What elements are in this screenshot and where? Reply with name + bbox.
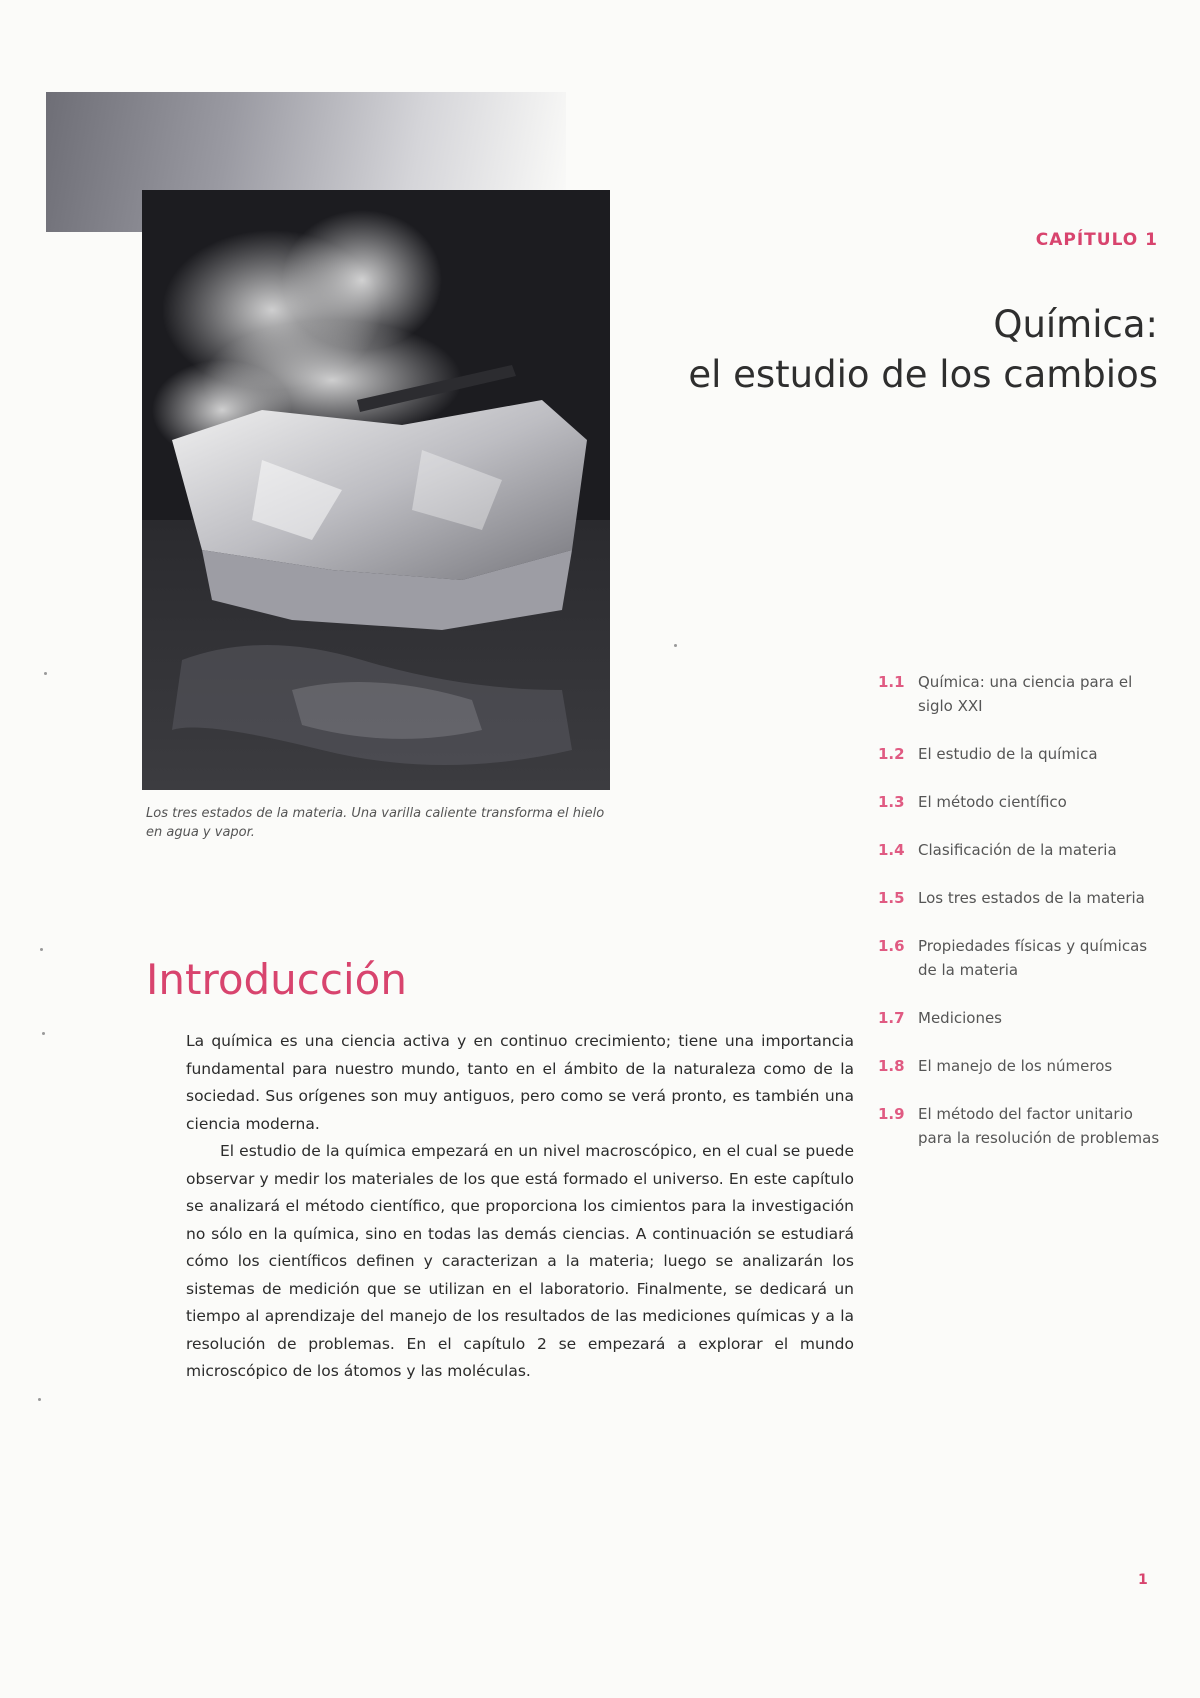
toc-item-number: 1.7: [878, 1009, 905, 1027]
intro-body: [186, 1028, 854, 1386]
toc-item[interactable]: [878, 1006, 1168, 1030]
scan-mark: [38, 1398, 41, 1401]
toc-item-title: Los tres estados de la materia: [918, 889, 1145, 907]
toc-item[interactable]: [878, 1102, 1168, 1150]
chapter-photo: [142, 190, 610, 790]
scan-mark: [42, 1032, 45, 1035]
intro-paragraph: El estudio de la química empezará en un nivel macroscópico, en el cual se puede observar y medir los materiales de los que está formado el universo. En este capítulo se analizará el método científico, que proporciona los cimientos para la investigación no sólo en la química, sino en todas las demás ciencias. A continuación se estudiará cómo los científicos definen y caracterizan a la materia; luego se analizarán los sistemas de medición que se utilizan en el laboratorio. Finalmente, se dedicará un tiempo al aprendizaje del manejo de los resultados de las mediciones químicas y a la resolución de problemas. En el capítulo 2 se empezará a explorar el mundo microscópico de los átomos y las moléculas.: [186, 1142, 854, 1380]
toc-item[interactable]: [878, 790, 1168, 814]
intro-paragraph: La química es una ciencia activa y en continuo crecimiento; tiene una importancia fundamental para nuestro mundo, tanto en el ámbito de la naturaleza como de la sociedad. Sus orígenes son muy antiguos, pero como se verá pronto, es también una ciencia moderna.: [186, 1032, 854, 1133]
toc-item-title: El manejo de los números: [918, 1057, 1113, 1075]
chapter-title-line2: el estudio de los cambios: [688, 353, 1158, 396]
toc-item-number: 1.3: [878, 793, 905, 811]
toc-item-number: 1.2: [878, 745, 905, 763]
toc-item-number: 1.8: [878, 1057, 905, 1075]
toc-item-title: Clasificación de la materia: [918, 841, 1117, 859]
table-of-contents: [878, 670, 1168, 1150]
toc-item-number: 1.9: [878, 1105, 905, 1123]
toc-item-title: Mediciones: [918, 1009, 1003, 1027]
toc-item-title: El método del factor unitario para la resolución de problemas: [918, 1105, 1160, 1147]
toc-item-number: 1.4: [878, 841, 905, 859]
scan-mark: [40, 948, 43, 951]
toc-item-title: Química: una ciencia para el siglo XXI: [918, 673, 1133, 715]
scan-mark: [674, 644, 677, 647]
toc-item[interactable]: [878, 742, 1168, 766]
toc-item[interactable]: [878, 670, 1168, 718]
toc-item-title: Propiedades físicas y químicas de la materia: [918, 937, 1148, 979]
chapter-label: CAPÍTULO 1: [1035, 230, 1158, 250]
toc-item[interactable]: [878, 838, 1168, 862]
chapter-title: [688, 300, 1158, 400]
scan-mark: [44, 672, 47, 675]
toc-item[interactable]: [878, 886, 1168, 910]
toc-item-number: 1.5: [878, 889, 905, 907]
intro-heading: Introducción: [146, 955, 407, 1004]
chapter-title-line1: Química:: [993, 303, 1158, 346]
toc-item-number: 1.1: [878, 673, 905, 691]
toc-item-title: El estudio de la química: [918, 745, 1098, 763]
toc-item-number: 1.6: [878, 937, 905, 955]
toc-item[interactable]: [878, 1054, 1168, 1078]
figure-caption: Los tres estados de la materia. Una varilla caliente transforma el hielo en agua y vapor.: [146, 806, 605, 840]
toc-item[interactable]: [878, 934, 1168, 982]
toc-item-title: El método científico: [918, 793, 1067, 811]
page-number: 1: [1138, 1572, 1148, 1588]
